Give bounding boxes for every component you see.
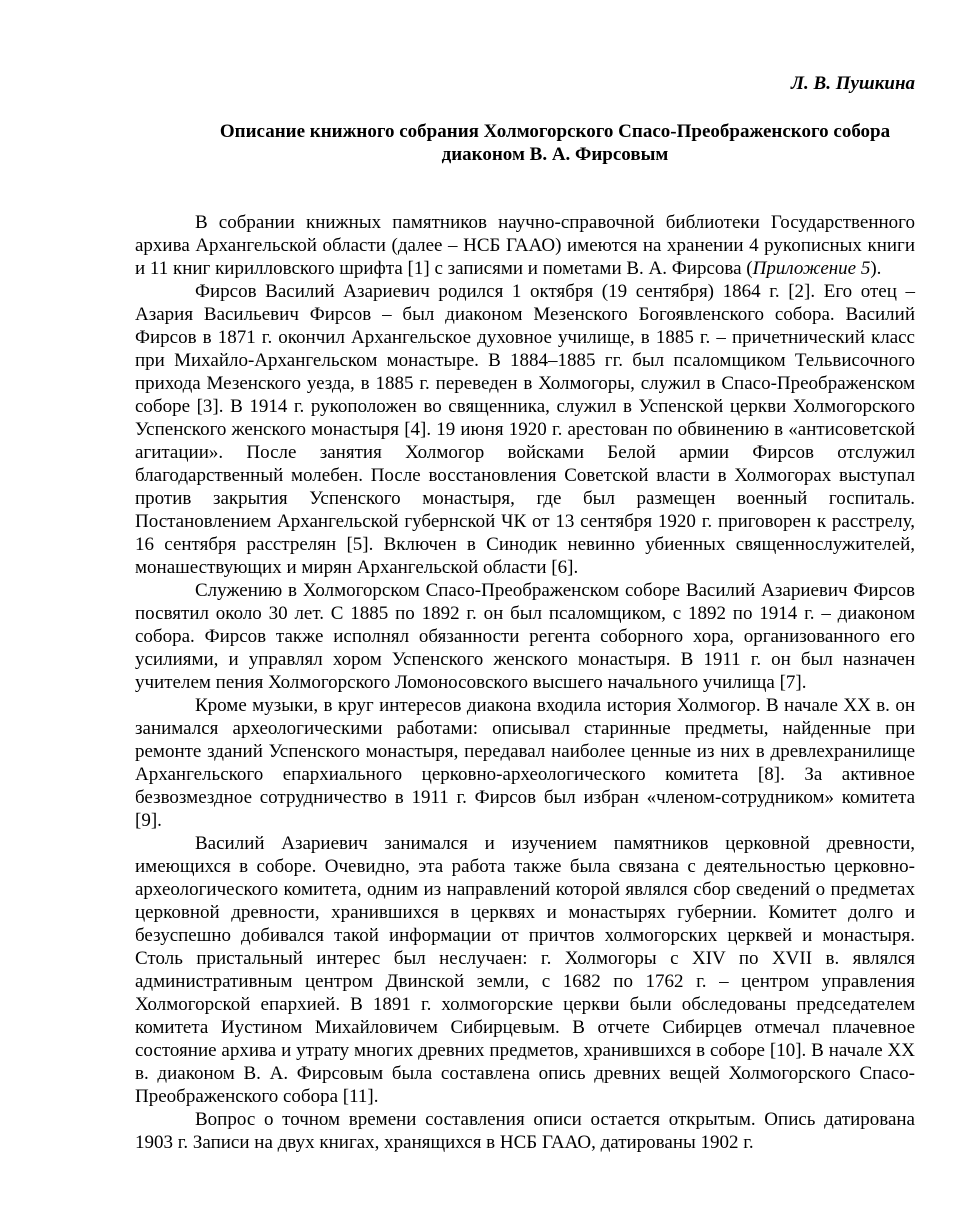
paragraph-6: Вопрос о точном времени составления описи остается открытым. Опись датирована 1903 г. Записи на двух книгах, хранящихся в НСБ ГААО, датированы 1902 г. — [135, 1109, 915, 1153]
document-page — [135, 72, 915, 1154]
document-title — [135, 120, 915, 166]
paragraph-5: Василий Азариевич занимался и изучением памятников церковной древности, имеющихся в соборе. Очевидно, эта работа также была связана с деятельностью церковно-археологического комитета, одним из направлений которой являлся сбор сведений о предметах церковной древности, хранившихся в церквях и монастырях губернии. Комитет долго и безуспешно добивался такой информации от причтов холмогорских церквей и монастыря. Столь пристальный интерес был неслучаен: г. Холмогоры с XIV по XVII в. являлся административным центром Двинской земли, с 1682 по 1762 г. – центром управления Холмогорской епархией. В 1891 г. холмогорские церкви были обследованы председателем комитета Иустином Михайловичем Сибирцевым. В отчете Сибирцев отмечал плачевное состояние архива и утрату многих древних предметов, хранившихся в соборе [10]. В начале XX в. диаконом В. А. Фирсовым была составлена опись древних вещей Холмогорского Спасо-Преображенского собора [11]. — [135, 833, 915, 1107]
title-line-2: диаконом В. А. Фирсовым — [441, 144, 669, 165]
paragraph-1 — [135, 211, 915, 280]
author-name: Л. В. Пушкина — [791, 73, 915, 94]
paragraph-1-text: В собрании книжных памятников научно-справочной библиотеки Государственного архива Архангельской области (далее – НСБ ГААО) имеются на хранении 4 рукописных книги и 11 книг кирилловского шрифта [1] с записями и пометами В. А. Фирсова ( — [135, 212, 915, 279]
paragraph-1-end: ). — [870, 258, 882, 279]
paragraph-3: Служению в Холмогорском Спасо-Преображенском соборе Василий Азариевич Фирсов посвятил около 30 лет. С 1885 по 1892 г. он был псаломщиком, с 1892 по 1914 г. – диаконом собора. Фирсов также исполнял обязанности регента соборного хора, организованного его усилиями, и управлял хором Успенского женского монастыря. В 1911 г. он был назначен учителем пения Холмогорского Ломоносовского высшего начального училища [7]. — [135, 580, 915, 693]
paragraph-2: Фирсов Василий Азариевич родился 1 октября (19 сентября) 1864 г. [2]. Его отец – Азария Васильевич Фирсов – был диаконом Мезенского Богоявленского собора. Василий Фирсов в 1871 г. окончил Архангельское духовное училище, в 1885 г. – причетнический класс при Михайло-Архангельском монастыре. В 1884–1885 гг. был псаломщиком Тельвисочного прихода Мезенского уезда, в 1885 г. переведен в Холмогоры, служил в Спасо-Преображенском соборе [3]. В 1914 г. рукоположен во священника, служил в Успенской церкви Холмогорского Успенского женского монастыря [4]. 19 июня 1920 г. арестован по обвинению в «антисоветской агитации». После занятия Холмогор войсками Белой армии Фирсов отслужил благодарственный молебен. После восстановления Советской власти в Холмогорах выступал против закрытия Успенского монастыря, где был размещен военный госпиталь. Постановлением Архангельской губернской ЧК от 13 сентября 1920 г. приговорен к расстрелу, 16 сентября расстрелян [5]. Включен в Синодик невинно убиенных священнослужителей, монашествующих и мирян Архангельской области [6]. — [135, 281, 915, 578]
paragraph-4: Кроме музыки, в круг интересов диакона входила история Холмогор. В начале XX в. он занимался археологическими работами: описывал старинные предметы, найденные при ремонте зданий Успенского монастыря, передавал наиболее ценные из них в древлехранилище Архангельского епархиального церковно-археологического комитета [8]. За активное безвозмездное сотрудничество в 1911 г. Фирсов был избран «членом-сотрудником» комитета [9]. — [135, 695, 915, 831]
document-body — [135, 211, 915, 1154]
title-line-1: Описание книжного собрания Холмогорского Спасо-Преображенского собора — [219, 121, 891, 142]
appendix-reference: Приложение 5 — [752, 258, 871, 279]
